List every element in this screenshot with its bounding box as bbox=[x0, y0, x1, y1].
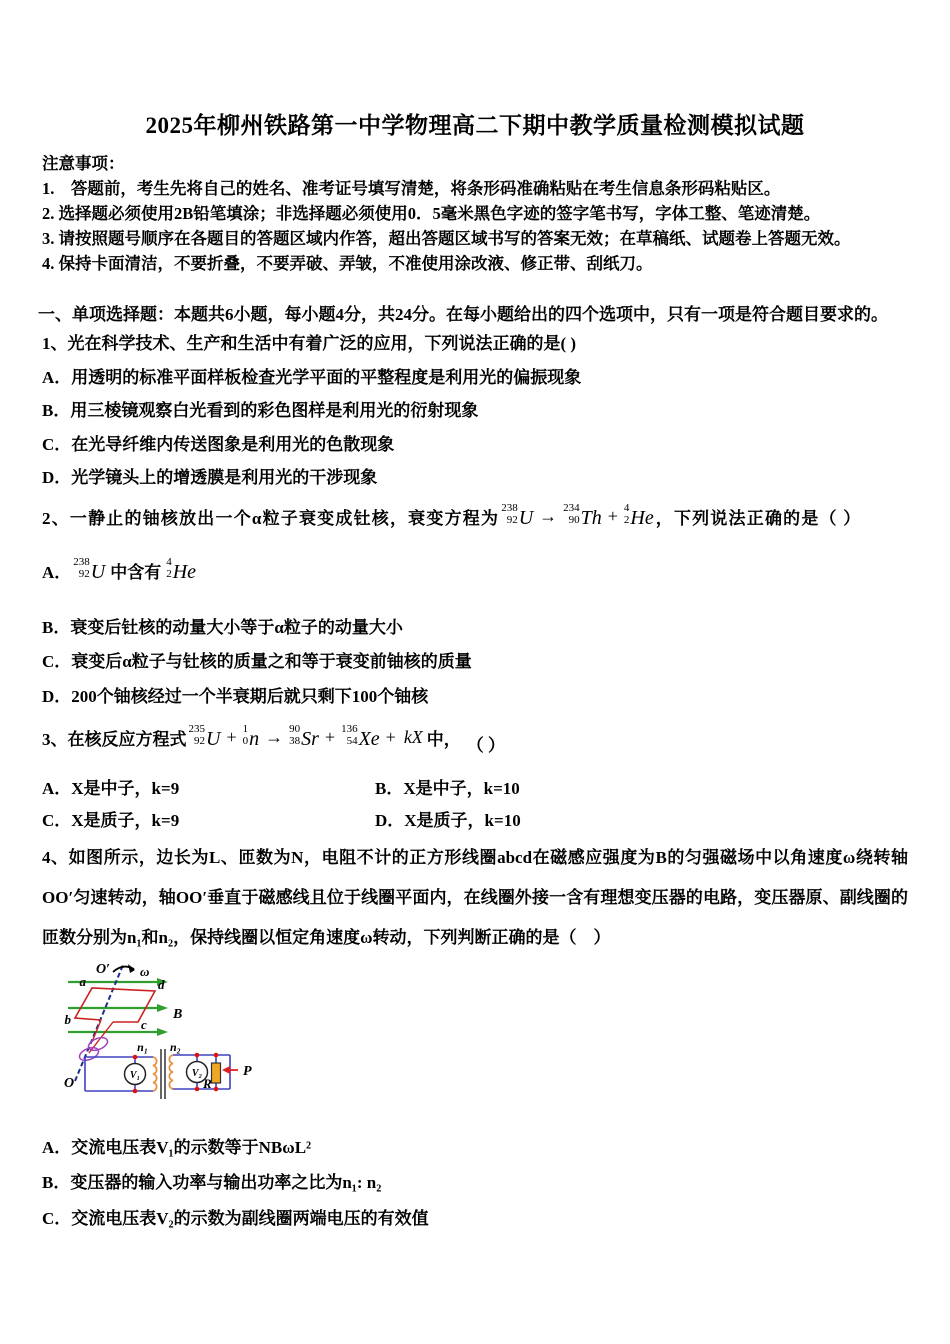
section-heading: 一、单项选择题：本题共6小题，每小题4分，共24分。在每小题给出的四个选项中，只有一项是符合题目要求的。 bbox=[38, 305, 888, 324]
question-4 bbox=[42, 838, 908, 1237]
question-1-option-b: B．用三棱镜观察白光看到的彩色图样是利用光的衍射现象 bbox=[42, 401, 479, 420]
question-2-option-a bbox=[42, 547, 908, 595]
rheostat-label: R bbox=[203, 1075, 212, 1091]
option-a-label: A． bbox=[42, 563, 72, 582]
plus-symbol: + bbox=[324, 727, 336, 748]
question-3-option-c: C．X是质子，k=9 bbox=[42, 811, 180, 831]
coil-corner-a: a bbox=[79, 973, 86, 989]
question-1 bbox=[42, 327, 908, 495]
question-1-stem: 1、光在科学技术、生产和生活中有着广泛的应用，下列说法正确的是( ) bbox=[42, 334, 577, 353]
primary-winding bbox=[153, 1057, 157, 1091]
question-2-option-c: C．衰变后α粒子与钍核的质量之和等于衰变前铀核的质量 bbox=[42, 652, 472, 672]
rheostat-slider-arrow bbox=[222, 1066, 238, 1074]
notice-heading: 注意事项： bbox=[42, 154, 125, 173]
plus-symbol: + bbox=[607, 506, 618, 526]
coil-corner-d: d bbox=[158, 976, 165, 992]
question-3-option-d: D．X是质子，k=10 bbox=[375, 811, 521, 831]
coil-corner-b: b bbox=[64, 1011, 71, 1027]
primary-turns-label: n₁ bbox=[137, 1039, 148, 1054]
question-3-stem-mid: 中， bbox=[426, 730, 461, 750]
notice-item-3: 3. 请按照题号顺序在各题目的答题区域内作答，超出答题区域书写的答案无效；在草稿纸、试题卷上答题无效。 bbox=[42, 229, 851, 248]
nuclide-neutron: 1 0 n bbox=[242, 723, 260, 751]
question-4-option-c: C．交流电压表V₂的示数为副线圈两端电压的有效值 bbox=[42, 1208, 429, 1228]
field-label: B bbox=[173, 1006, 183, 1022]
question-4-figure bbox=[60, 960, 310, 1108]
page-title: 2025年柳州铁路第一中学物理高二下期中教学质量检测模拟试题 bbox=[145, 113, 805, 138]
nuclide-xe136: 136 54 Xe bbox=[341, 723, 380, 751]
notice-section bbox=[42, 151, 908, 276]
secondary-turns-label: n₂ bbox=[170, 1039, 181, 1054]
nuclide-he4: 4 2 He bbox=[166, 556, 197, 583]
nuclide-th234: 234 90 Th bbox=[563, 502, 602, 529]
notice-item-4: 4. 保持卡面清洁，不要折叠，不要弄破、弄皱，不准使用涂改液、修正带、刮纸刀。 bbox=[42, 254, 653, 273]
question-1-option-c: C．在光导纤维内传送图象是利用光的色散现象 bbox=[42, 434, 395, 454]
question-4-option-a: A．交流电压表V₁的示数等于NBωL² bbox=[42, 1137, 312, 1157]
voltmeter-v2-label: V₂ bbox=[191, 1067, 203, 1079]
nuclide-he4: 4 2 He bbox=[623, 502, 654, 529]
question-1-option-d: D．光学镜头上的增透膜是利用光的干涉现象 bbox=[42, 468, 378, 487]
question-3-stem bbox=[42, 715, 908, 761]
question-3-options bbox=[42, 773, 908, 838]
question-2-option-b: B．衰变后钍核的动量大小等于α粒子的动量大小 bbox=[42, 617, 403, 637]
voltmeter-v1-label: V₁ bbox=[129, 1069, 141, 1081]
rheostat bbox=[212, 1063, 221, 1083]
secondary-winding bbox=[169, 1055, 173, 1089]
slider-label: P bbox=[243, 1063, 252, 1079]
question-3 bbox=[42, 715, 908, 838]
question-1-option-a: A．用透明的标准平面样板检查光学平面的平整程度是利用光的偏振现象 bbox=[42, 367, 582, 387]
question-2-stem bbox=[42, 495, 908, 539]
arrow-symbol: → bbox=[539, 506, 558, 526]
slip-rings bbox=[78, 1035, 110, 1063]
question-2-option-d: D．200个铀核经过一个半衰期后就只剩下100个铀核 bbox=[42, 686, 429, 706]
question-3-option-b: B．X是中子，k=10 bbox=[375, 778, 520, 798]
nuclide-sr90: 90 38 Sr bbox=[289, 723, 319, 751]
plus-symbol: + bbox=[226, 727, 237, 748]
question-4-option-b: B．变压器的输入功率与输出功率之比为n₁: n₂ bbox=[42, 1173, 382, 1193]
axis-bottom-label: O bbox=[64, 1075, 75, 1091]
notice-item-1: 1. 答题前，考生先将自己的姓名、准考证号填写清楚，将条形码准确粘贴在考生信息条形码粘贴区。 bbox=[42, 179, 781, 198]
nuclide-u238: 238 92 U bbox=[501, 502, 534, 529]
question-3-stem-text: 3、在核反应方程式 bbox=[42, 730, 187, 750]
nuclide-u238: 238 92 U bbox=[73, 556, 106, 583]
arrow-symbol: → bbox=[265, 727, 284, 748]
axis-top-label: O′ bbox=[95, 961, 110, 977]
option-a-text: 中含有 bbox=[110, 563, 162, 582]
question-3-option-a: A．X是中子，k=9 bbox=[42, 778, 180, 798]
transformer bbox=[153, 1049, 173, 1099]
question-2-stem-tail: ，下列说法正确的是（ ） bbox=[655, 509, 862, 528]
question-4-stem: 4、如图所示，边长为L、匝数为N，电阻不计的正方形线圈abcd在磁感应强度为B的匀强磁场中以角速度ω绕转轴OO′匀速转动，轴OO′垂直于磁感线且位于线圈平面内，在线圈外接一含有理想变压器的电路，变压器原、副线圈的匝数分别为n₁和n₂，保持线圈以恒定角速度ω转动，下列判断正确的是（ ） bbox=[42, 847, 908, 947]
question-4-options bbox=[42, 1130, 908, 1237]
coil-corner-c: c bbox=[141, 1016, 147, 1032]
nuclide-u235: 235 92 U bbox=[188, 723, 221, 751]
omega-label: ω bbox=[140, 963, 150, 979]
notice-item-2: 2. 选择题必须使用2B铅笔填涂；非选择题必须使用0．5毫米黑色字迹的签字笔书写，字体工整、笔迹清楚。 bbox=[42, 204, 821, 223]
kx-term: kX bbox=[403, 727, 423, 748]
question-2-stem-text: 2、一静止的铀核放出一个α粒子衰变成钍核，衰变方程为 bbox=[42, 509, 500, 528]
question-3-paren: （ ） bbox=[466, 736, 506, 756]
plus-symbol: + bbox=[385, 727, 396, 748]
question-2 bbox=[42, 495, 908, 715]
